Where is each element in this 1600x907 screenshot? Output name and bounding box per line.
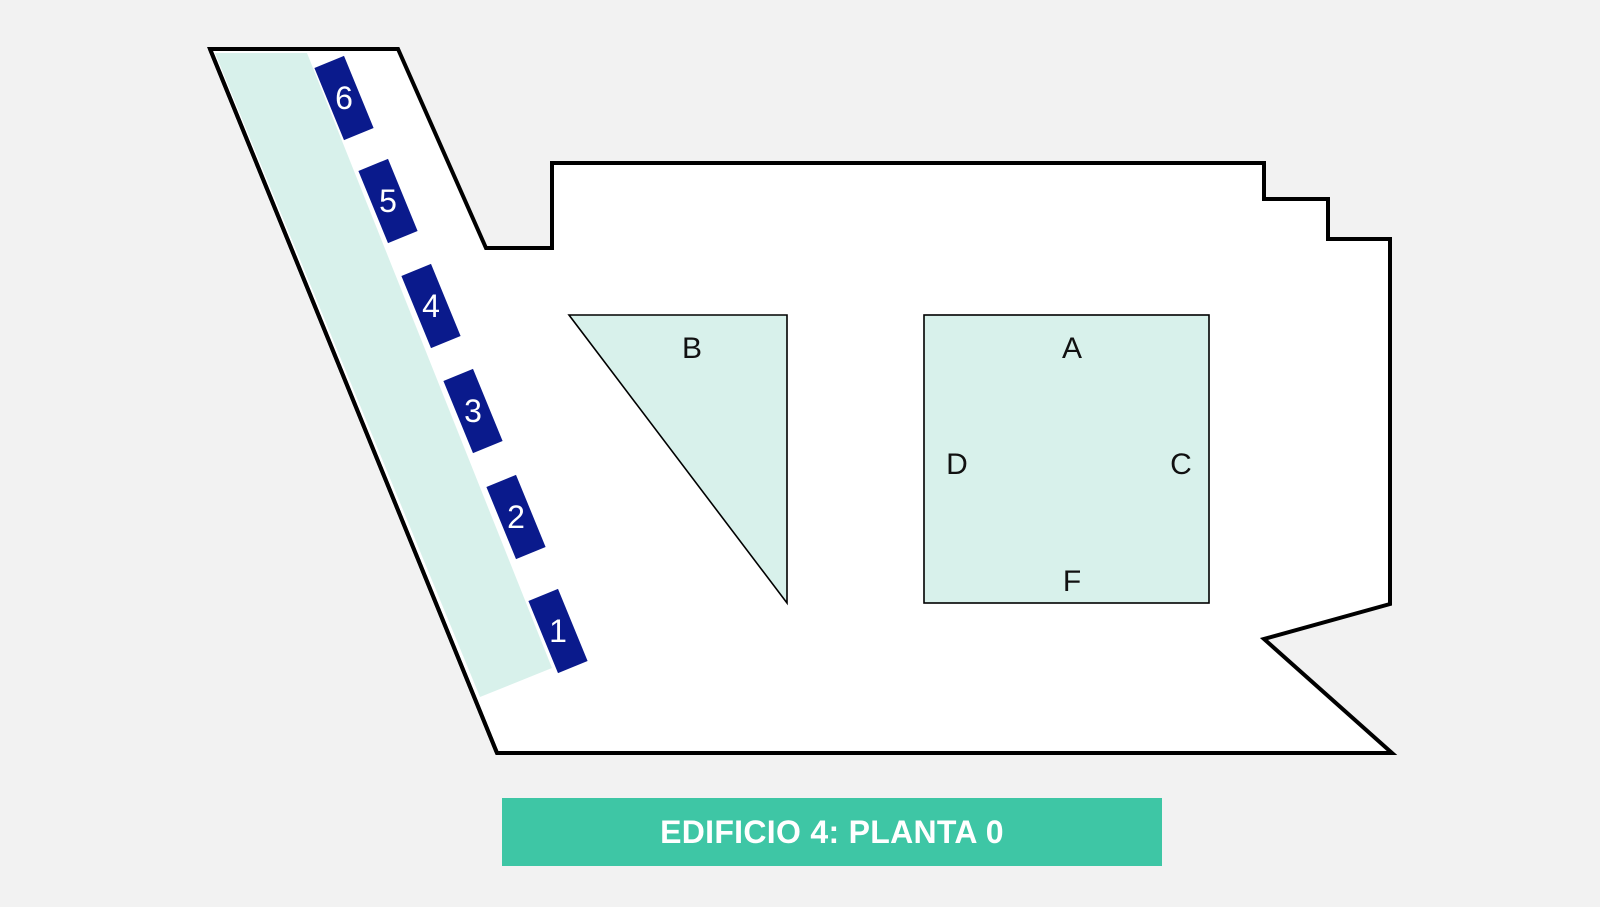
door-label: 5 — [379, 183, 397, 219]
building-title: EDIFICIO 4: PLANTA 0 — [660, 813, 1004, 850]
door-label: 1 — [549, 613, 567, 649]
zone-d-label: D — [946, 448, 968, 481]
zone-f-label: F — [1062, 565, 1082, 598]
door-label: 2 — [507, 499, 525, 535]
zone-a-label: A — [1061, 332, 1083, 365]
zone-b-label: B — [681, 332, 703, 365]
zone-c-label: C — [1170, 448, 1192, 481]
door-label: 3 — [464, 393, 482, 429]
door-label: 4 — [422, 288, 440, 324]
building-title-banner — [502, 798, 1162, 866]
door-label: 6 — [335, 80, 353, 116]
